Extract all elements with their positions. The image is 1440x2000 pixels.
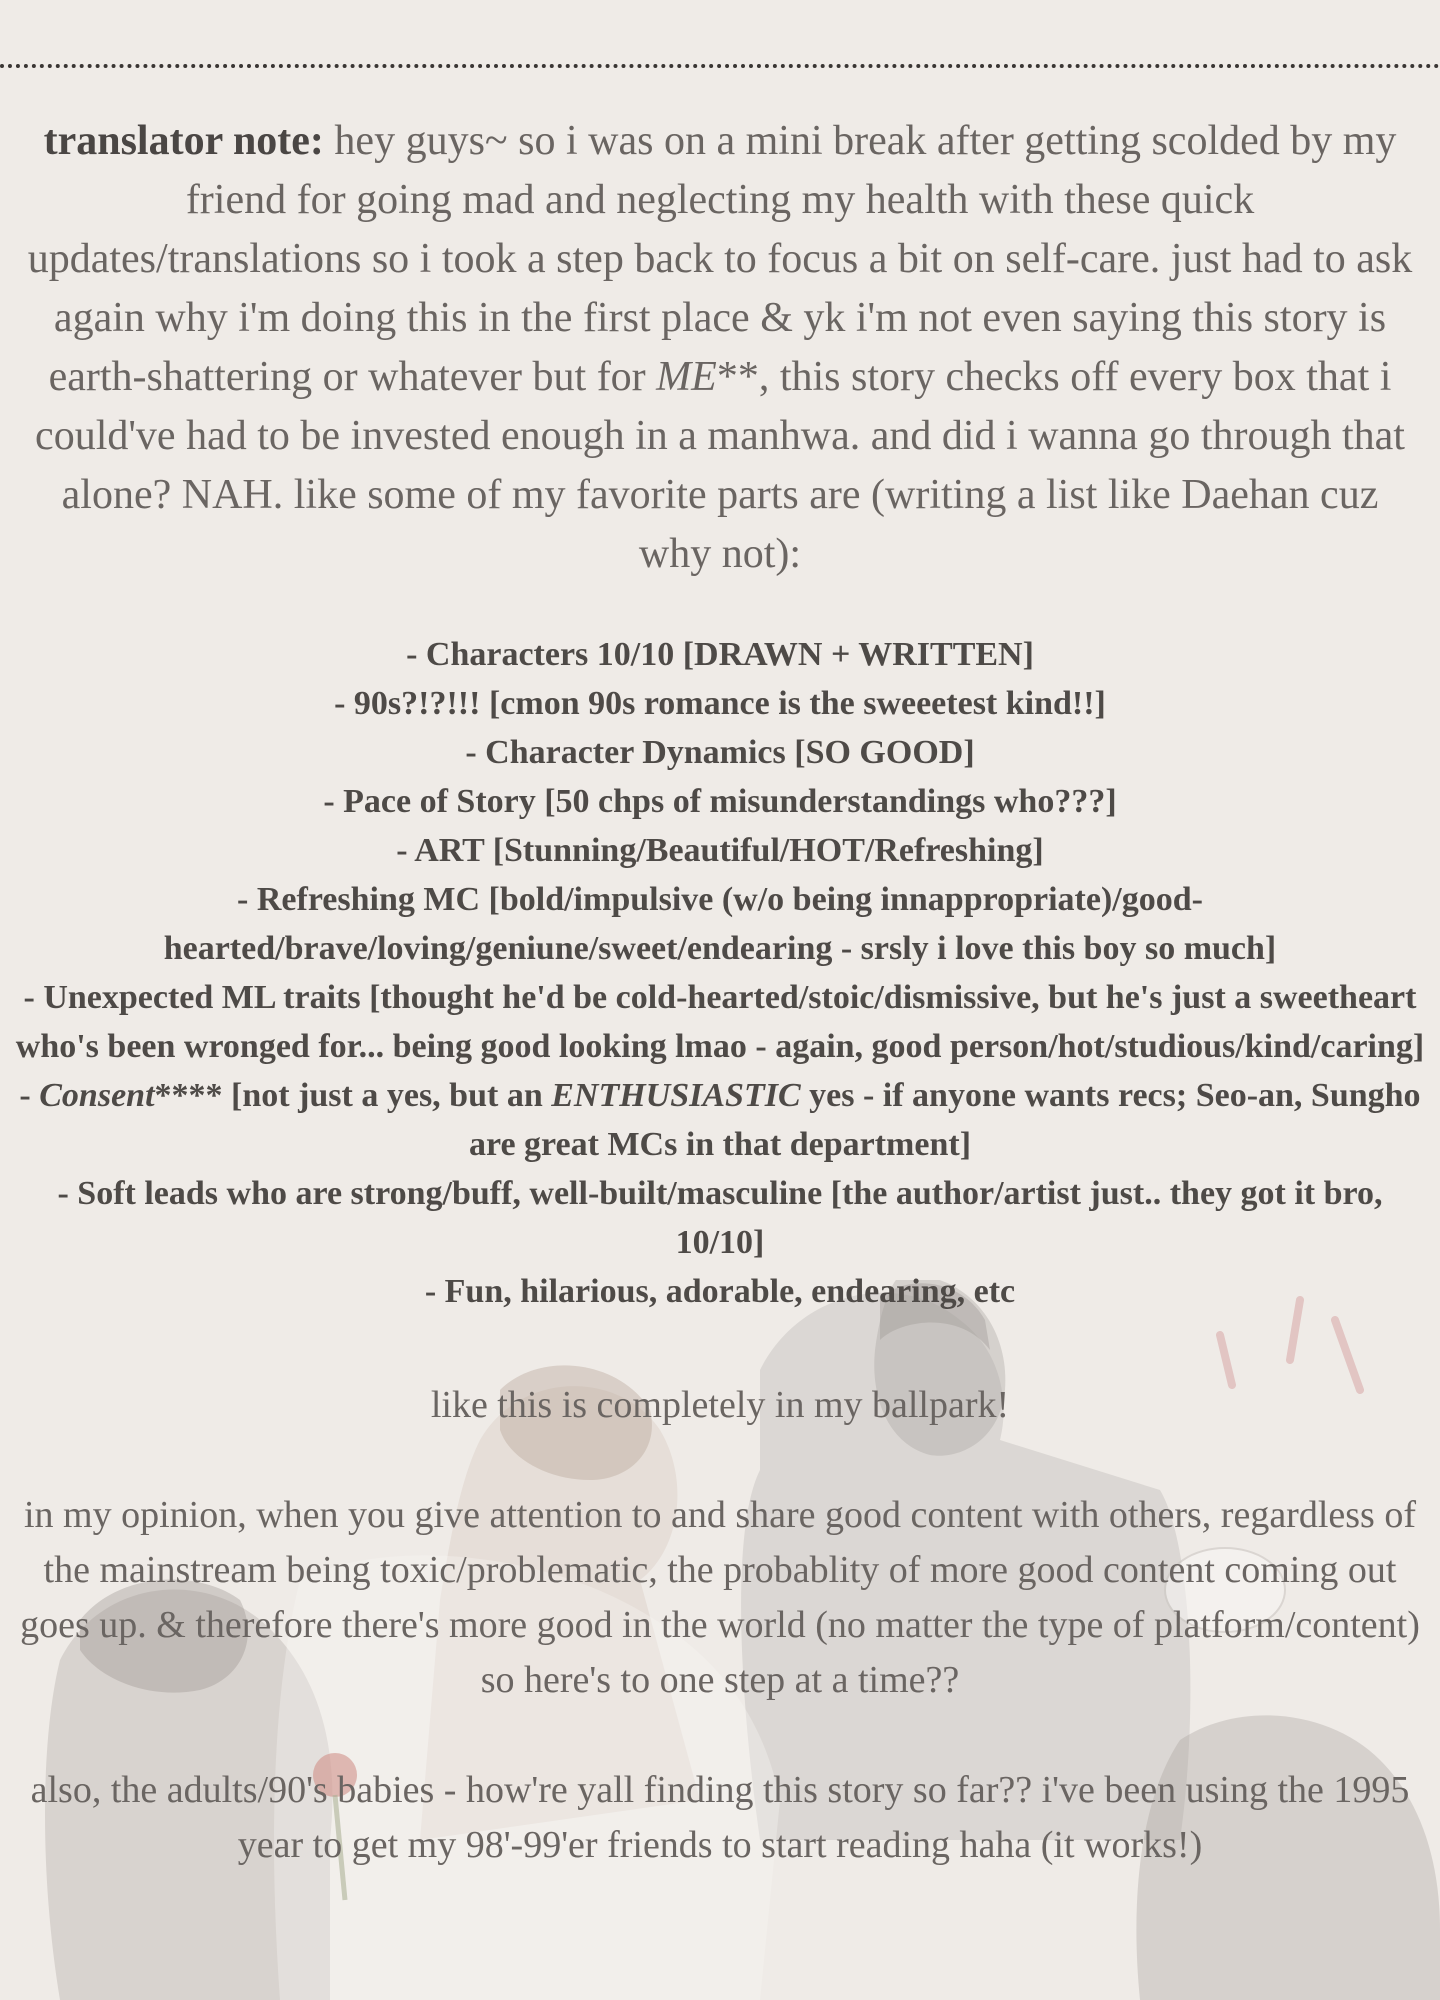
list-item: - Pace of Story [50 chps of misunderstandings who???] — [323, 783, 1117, 820]
adults-paragraph: also, the adults/90's babies - how're yall finding this story so far?? i've been using the 1995 year to get my 98'-99'er friends to start reading haha (it works!) — [30, 1769, 1410, 1866]
ballpark-paragraph: like this is completely in my ballpark! — [430, 1384, 1010, 1426]
list-item: - Character Dynamics [SO GOOD] — [465, 734, 975, 771]
opinion-paragraph: in my opinion, when you give attention to and share good content with others, regardless of the mainstream being toxic/problematic, the probablity of more good content coming out goes up. & therefore there's more good in the world (no matter the type of platform/content) so here's to one step at a time?? — [20, 1494, 1420, 1701]
list-item: - Characters 10/10 [DRAWN + WRITTEN] — [406, 636, 1034, 673]
list-item: - Unexpected ML traits [thought he'd be cold-hearted/stoic/dismissive, but he's just a sweetheart who's been wronged for... being good looking lmao - again, good person/hot/studious/kind/caring] — [15, 979, 1425, 1065]
dotted-divider — [0, 64, 1440, 68]
note-intro-text-end: **, this story checks off every box that i could've had to be invested enough in a manhwa. and did i wanna go through that alone? NAH. like some of my favorite parts are (writing a list like Daehan cuz why not): — [35, 354, 1405, 577]
favorites-list — [15, 630, 1425, 1316]
note-intro-emphasis: ME — [656, 354, 717, 400]
translator-note — [0, 112, 1440, 1873]
consent-suffix: yes - if anyone wants recs; Seo-an, Sungho are great MCs in that department] — [468, 1077, 1421, 1163]
consent-middle: **** [not just a yes, but an — [154, 1077, 552, 1114]
list-item: - Soft leads who are strong/buff, well-built/masculine [the author/artist just.. they got it bro, 10/10] — [57, 1175, 1383, 1261]
note-lead: translator note: — [43, 118, 324, 164]
consent-prefix: - — [19, 1077, 40, 1114]
note-intro — [25, 112, 1415, 584]
list-item-consent — [15, 1071, 1425, 1169]
list-item: - Fun, hilarious, adorable, endearing, etc — [424, 1273, 1016, 1310]
consent-emphasis: Consent — [39, 1077, 155, 1114]
list-item: - 90s?!?!!! [cmon 90s romance is the sweeetest kind!!] — [334, 685, 1106, 722]
list-item: - Refreshing MC [bold/impulsive (w/o being innappropriate)/good-hearted/brave/loving/geniune/sweet/endearing - srsly i love this boy so much] — [163, 881, 1277, 967]
list-item: - ART [Stunning/Beautiful/HOT/Refreshing] — [396, 832, 1044, 869]
note-intro-text: hey guys~ so i was on a mini break after getting scolded by my friend for going mad and neglecting my health with these quick updates/translations so i took a step back to focus a bit on self-care. just had to ask again why i'm doing this in the first place & yk i'm not even saying this story is earth-shattering or whatever but for — [27, 118, 1413, 400]
enthusiastic-emphasis: ENTHUSIASTIC — [551, 1077, 801, 1114]
